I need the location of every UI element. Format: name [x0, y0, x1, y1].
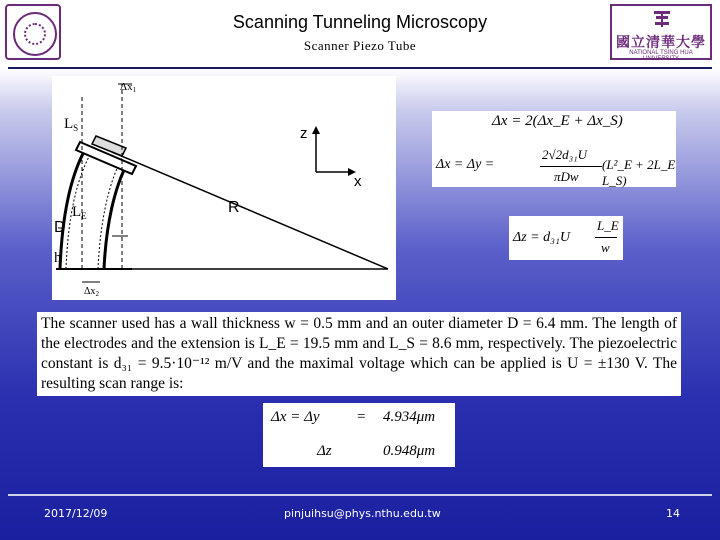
equation-dz-numerator: L_E: [597, 218, 619, 233]
scan-range-results: [263, 403, 455, 467]
result-xy-value: 4.934μm: [383, 409, 436, 425]
footer-divider: [8, 494, 712, 496]
label-x: x: [354, 173, 362, 190]
label-le: $L_E$: [72, 204, 87, 221]
equation-box-z: [509, 216, 623, 260]
page-number: 14: [666, 507, 680, 520]
scanner-description: The scanner used has a wall thickness w = 0.5 mm and an outer diameter D = 6.4 mm. The length of the electrodes and the extension is L_E = 19.5 mm and L_S = 8.6 mm, respectively. The piezoelectric constant is d₃₁ = 9.5·10⁻¹² m/V and the maximal voltage which can be applied is U = ±130 V. The resulting scan range is:: [37, 312, 681, 396]
equation-dz-denominator: w: [601, 240, 610, 255]
equation-box-xy: [432, 111, 676, 187]
slide-subtitle: Scanner Piezo Tube: [303, 38, 417, 53]
nthu-emblem-icon: [652, 9, 672, 29]
nthu-logo: [610, 4, 712, 60]
result-xy-label: Δx = Δy: [271, 409, 320, 425]
fraction-bar-z: [595, 237, 617, 238]
footer-date: 2017/12/09: [44, 507, 108, 520]
footer-email: pinjuihsu@phys.nthu.edu.tw: [284, 507, 441, 520]
diagram-svg: [52, 76, 396, 300]
logo-chinese-name: 國立清華大學: [616, 34, 706, 50]
label-h: h: [54, 250, 62, 266]
fraction-bar: [540, 166, 602, 167]
label-dx2: $\Delta x_2$: [84, 286, 99, 298]
piezo-tube-diagram: [52, 76, 396, 300]
equation-dx-denominator: πDw: [554, 169, 579, 184]
equation-dx-rhs: (L²_E + 2L_E L_S): [602, 157, 676, 188]
slide-title: Scanning Tunneling Microscopy: [232, 12, 488, 32]
equation-dx-numerator: 2√2d₃₁U: [542, 147, 588, 162]
result-z-label: Δz: [317, 443, 332, 459]
logo-english-name: NATIONAL TSING HUA UNIVERSITY: [629, 50, 693, 62]
label-dx1: Δx1: [120, 81, 137, 94]
label-ls: $L_S$: [64, 116, 79, 133]
header-divider: [8, 67, 712, 69]
equation-dx-sum: Δx = 2(Δx_E + Δx_S): [492, 113, 623, 129]
slide-header: [0, 0, 720, 66]
equation-dx-lhs: Δx = Δy =: [436, 157, 495, 172]
equation-dz-lhs: Δz = d₃₁U: [513, 230, 570, 245]
result-equals: =: [357, 409, 366, 425]
label-r: R: [228, 199, 240, 216]
label-z: z: [300, 125, 308, 142]
result-z-value: 0.948μm: [383, 443, 436, 459]
label-d: D: [54, 219, 66, 236]
